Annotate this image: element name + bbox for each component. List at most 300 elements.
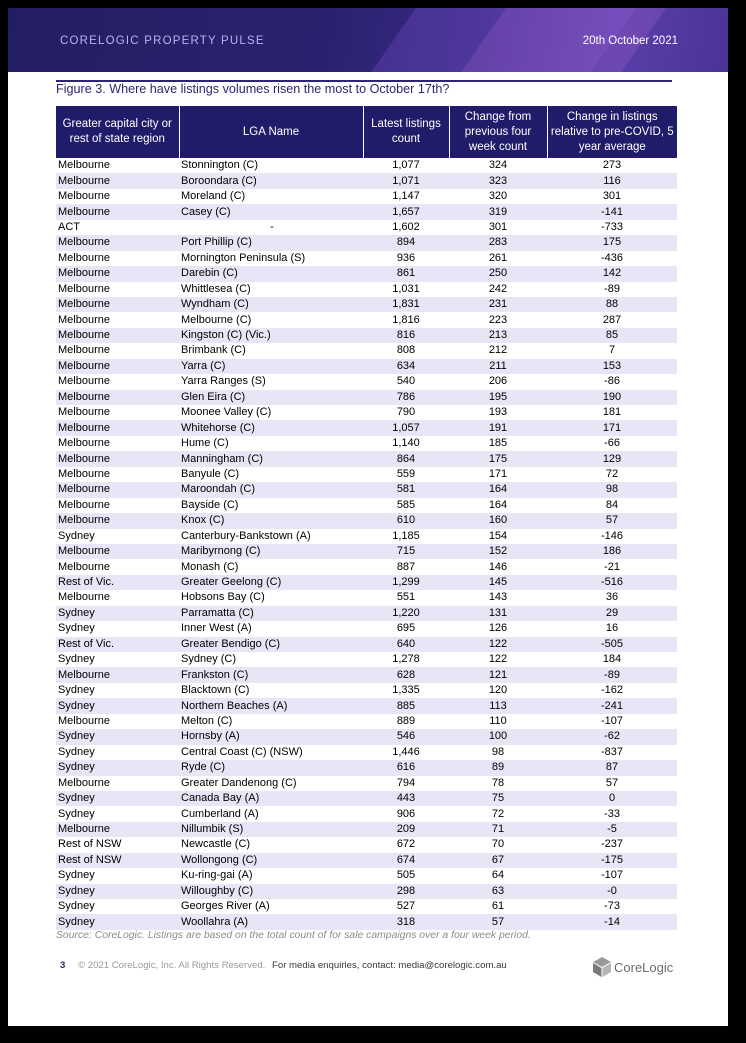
lga-cell: Manningham (C) [179,451,363,466]
table-row [56,914,677,929]
four-week-change-cell: 121 [449,667,547,682]
four-week-change-cell: 185 [488,437,508,450]
lga-cell: Port Phillip (C) [179,235,363,250]
four-week-change-cell: 78 [491,776,505,789]
lga-cell: Casey (C) [179,204,363,219]
region-cell: Sydney [58,900,95,913]
table-row [56,714,677,729]
lga-cell: Maroondah (C) [179,482,363,497]
table-row [56,328,677,343]
precovid-change-cell: 301 [602,190,622,203]
region-cell: Melbourne [56,328,179,343]
listings-count-cell: 906 [396,807,416,820]
listings-count-cell: 1,031 [392,282,420,295]
listings-count-cell: 1,220 [363,606,449,621]
precovid-change-cell: 190 [547,390,677,405]
listings-count-cell: 790 [396,406,416,419]
region-cell: Sydney [58,807,95,820]
region-cell: Melbourne [56,390,179,405]
region-cell: Sydney [56,791,179,806]
four-week-change-cell: 113 [449,698,547,713]
four-week-change-cell: 195 [449,390,547,405]
four-week-change-cell: 301 [488,220,508,233]
lga-cell: Yarra Ranges (S) [181,375,266,388]
four-week-change-cell: 70 [491,838,505,851]
table-row [56,776,677,791]
four-week-change-cell: 100 [449,729,547,744]
region-cell: Melbourne [58,591,110,604]
precovid-change-cell: 186 [547,544,677,559]
listings-count-cell: 505 [396,869,416,882]
logo-text: CoreLogic [614,959,674,975]
table-row [56,451,677,466]
listings-count-cell: 443 [363,791,449,806]
lga-cell: Parramatta (C) [179,606,363,621]
four-week-change-cell: 324 [488,159,508,172]
table-row [56,420,677,435]
region-cell: Sydney [58,529,95,542]
table-row [56,621,677,636]
lga-cell: Ryde (C) [179,760,363,775]
lga-cell: Moonee Valley (C) [181,406,272,419]
listings-count-cell: 546 [363,729,449,744]
four-week-change-cell: 160 [449,513,547,528]
table-row [56,359,677,374]
table-row [56,837,677,852]
listings-count-cell: 581 [363,482,449,497]
lga-cell: Frankston (C) [179,667,363,682]
lga-cell: Wollongong (C) [179,853,363,868]
precovid-change-cell: 287 [602,313,622,326]
lga-cell: Boroondara (C) [179,173,363,188]
table-row [56,374,677,389]
listings-count-cell: 1,657 [363,204,449,219]
four-week-change-cell: 120 [488,684,508,697]
lga-cell: Kingston (C) (Vic.) [179,328,363,343]
precovid-change-cell: -86 [604,375,620,388]
lga-cell: Maribyrnong (C) [179,544,363,559]
column-header-precovid-change: Change in listings relative to pre-COVID, 5 year average [547,106,677,158]
four-week-change-cell: 250 [449,266,547,281]
region-cell: Melbourne [56,420,179,435]
region-cell: Rest of NSW [56,853,179,868]
four-week-change-cell: 175 [449,451,547,466]
listings-count-cell: 1,147 [392,190,420,203]
listings-count-cell: 715 [363,544,449,559]
precovid-change-cell: 72 [605,467,619,480]
listings-count-cell: 527 [396,900,416,913]
region-cell: ACT [58,220,80,233]
four-week-change-cell: 261 [488,251,508,264]
region-cell: Rest of Vic. [56,637,179,652]
four-week-change-cell: 131 [449,606,547,621]
table-row [56,637,677,652]
four-week-change-cell: 242 [488,282,508,295]
lga-cell: Monash (C) [181,560,239,573]
table-row [56,189,677,204]
table-row [56,297,677,312]
lga-cell: Brimbank (C) [181,344,246,357]
precovid-change-cell: -0 [547,884,677,899]
listings-count-cell: 634 [363,359,449,374]
figure-title: Figure 3. Where have listings volumes risen the most to October 17th? [56,82,450,96]
four-week-change-cell: 146 [488,560,508,573]
lga-cell: Sydney (C) [181,653,237,666]
four-week-change-cell: 323 [449,173,547,188]
listings-count-cell: 864 [363,451,449,466]
precovid-change-cell: 153 [547,359,677,374]
region-cell: Sydney [56,914,179,929]
region-cell: Sydney [58,622,95,635]
region-cell: Melbourne [56,482,179,497]
precovid-change-cell: -107 [600,869,624,882]
media-contact[interactable]: For media enquiries, contact: media@corelogic.com.au [272,960,507,971]
four-week-change-cell: 283 [449,235,547,250]
table-row [56,544,677,559]
region-cell: Melbourne [56,266,179,281]
listings-count-cell: 1,071 [363,173,449,188]
listings-count-cell: 540 [396,375,416,388]
table-row [56,884,677,899]
precovid-change-cell: 184 [602,653,622,666]
listings-count-cell: 889 [396,714,416,727]
precovid-change-cell: 87 [547,760,677,775]
precovid-change-cell: -66 [604,437,620,450]
four-week-change-cell: 193 [488,406,508,419]
four-week-change-cell: 122 [449,637,547,652]
listings-count-cell: 640 [363,637,449,652]
region-cell: Melbourne [56,297,179,312]
listings-count-cell: 1,335 [392,684,420,697]
four-week-change-cell: 152 [449,544,547,559]
listings-table [56,106,677,930]
region-cell: Sydney [56,760,179,775]
region-cell: Melbourne [58,159,110,172]
table-row [56,745,677,760]
table-row [56,482,677,497]
four-week-change-cell: 191 [449,420,547,435]
table-row [56,822,677,837]
four-week-change-cell: 61 [491,900,505,913]
table-row [56,760,677,775]
table-row [56,868,677,883]
precovid-change-cell: -89 [547,667,677,682]
lga-cell: Whitehorse (C) [179,420,363,435]
table-row [56,698,677,713]
precovid-change-cell: -237 [600,838,624,851]
four-week-change-cell: 126 [488,622,508,635]
four-week-change-cell: 72 [491,807,505,820]
lga-cell: Hobsons Bay (C) [181,591,265,604]
precovid-change-cell: -733 [600,220,624,233]
region-cell: Sydney [58,869,95,882]
precovid-change-cell: -505 [547,637,677,652]
lga-cell: Moreland (C) [181,190,246,203]
listings-count-cell: 209 [363,822,449,837]
region-cell: Rest of NSW [58,838,122,851]
table-header-row [56,106,677,158]
lga-cell: Northern Beaches (A) [179,698,363,713]
lga-cell: Darebin (C) [179,266,363,281]
listings-count-cell: 672 [396,838,416,851]
precovid-change-cell: -5 [547,822,677,837]
lga-cell: Yarra (C) [179,359,363,374]
lga-cell: Greater Bendigo (C) [179,637,363,652]
lga-cell: Central Coast (C) (NSW) [181,745,303,758]
listings-count-cell: 1,185 [392,529,420,542]
region-cell: Melbourne [56,451,179,466]
lga-cell: Canada Bay (A) [179,791,363,806]
listings-count-cell: 1,140 [392,437,420,450]
region-cell: Melbourne [56,235,179,250]
four-week-change-cell: 145 [449,575,547,590]
region-cell: Melbourne [56,667,179,682]
listings-count-cell: 887 [396,560,416,573]
page-header [8,8,728,72]
table-row [56,806,677,821]
table-row [56,405,677,420]
listings-count-cell: 1,057 [363,420,449,435]
region-cell: Melbourne [58,313,110,326]
listings-count-cell: 1,602 [392,220,420,233]
region-cell: Melbourne [58,467,110,480]
lga-cell: Willoughby (C) [179,884,363,899]
table-row [56,606,677,621]
table-row [56,853,677,868]
region-cell: Melbourne [58,344,110,357]
listings-count-cell: 808 [396,344,416,357]
table-row [56,513,677,528]
precovid-change-cell: 181 [602,406,622,419]
listings-count-cell: 1,446 [392,745,420,758]
table-body [56,158,677,930]
listings-count-cell: 894 [363,235,449,250]
listings-count-cell: 695 [396,622,416,635]
listings-count-cell: 1,831 [363,297,449,312]
listings-count-cell: 674 [363,853,449,868]
region-cell: Melbourne [58,251,110,264]
precovid-change-cell: -73 [604,900,620,913]
precovid-change-cell: -62 [547,729,677,744]
listings-count-cell: 559 [396,467,416,480]
lga-cell: Glen Eira (C) [179,390,363,405]
four-week-change-cell: 164 [449,482,547,497]
precovid-change-cell: -107 [600,714,624,727]
precovid-change-cell: -141 [547,204,677,219]
lga-cell: Hume (C) [181,437,229,450]
table-row [56,652,677,667]
lga-cell: Cumberland (A) [181,807,259,820]
listings-count-cell: 1,077 [392,159,420,172]
precovid-change-cell: 98 [547,482,677,497]
source-note: Source: CoreLogic. Listings are based on the total count of for sale campaigns over a four week period. [56,930,531,941]
lga-cell: Wyndham (C) [179,297,363,312]
precovid-change-cell: -241 [547,698,677,713]
listings-count-cell: 551 [396,591,416,604]
table-row [56,667,677,682]
table-row [56,899,677,914]
region-cell: Melbourne [58,437,110,450]
listings-count-cell: 786 [363,390,449,405]
table-row [56,266,677,281]
table-row [56,436,677,451]
lga-cell: Greater Geelong (C) [179,575,363,590]
lga-cell: Greater Dandenong (C) [181,776,297,789]
region-cell: Melbourne [58,776,110,789]
four-week-change-cell: 231 [449,297,547,312]
listings-count-cell: 885 [363,698,449,713]
lga-cell: Banyule (C) [181,467,240,480]
table-row [56,590,677,605]
listings-count-cell: 616 [363,760,449,775]
precovid-change-cell: -21 [604,560,620,573]
listings-count-cell: 318 [363,914,449,929]
lga-cell: Mornington Peninsula (S) [181,251,306,264]
region-cell: Sydney [56,729,179,744]
precovid-change-cell: 273 [602,159,622,172]
listings-count-cell: 1,278 [392,653,420,666]
table-row [56,729,677,744]
precovid-change-cell: -14 [547,914,677,929]
four-week-change-cell: 143 [488,591,508,604]
precovid-change-cell: 116 [547,173,677,188]
table-row [56,204,677,219]
listings-count-cell: 816 [363,328,449,343]
table-row [56,529,677,544]
precovid-change-cell: 175 [547,235,677,250]
precovid-change-cell: 0 [547,791,677,806]
four-week-change-cell: 57 [449,914,547,929]
lga-cell: Georges River (A) [181,900,270,913]
region-cell: Sydney [58,745,95,758]
precovid-change-cell: 57 [547,513,677,528]
region-cell: Melbourne [58,190,110,203]
four-week-change-cell: 320 [488,190,508,203]
precovid-change-cell: 142 [547,266,677,281]
page-footer [60,960,507,971]
region-cell: Melbourne [56,359,179,374]
region-cell: Sydney [58,684,95,697]
listings-count-cell: 861 [363,266,449,281]
precovid-change-cell: -175 [547,853,677,868]
precovid-change-cell: 171 [547,420,677,435]
four-week-change-cell: 212 [488,344,508,357]
lga-cell: Melbourne (C) [181,313,252,326]
region-cell: Melbourne [58,560,110,573]
lga-cell: Blacktown (C) [181,684,250,697]
precovid-change-cell: -146 [600,529,624,542]
table-row [56,498,677,513]
region-cell: Rest of Vic. [56,575,179,590]
lga-cell: Hornsby (A) [179,729,363,744]
four-week-change-cell: 171 [488,467,508,480]
precovid-change-cell: 57 [605,776,619,789]
listings-count-cell: 610 [363,513,449,528]
four-week-change-cell: 122 [488,653,508,666]
column-header-listings-count: Latest listings count [363,106,449,158]
table-row [56,559,677,574]
header-brand: CORELOGIC PROPERTY PULSE [60,35,265,47]
precovid-change-cell: -162 [600,684,624,697]
table-row [56,158,677,173]
four-week-change-cell: 110 [489,714,507,727]
listings-count-cell: 1,816 [392,313,420,326]
listings-count-cell: 628 [363,667,449,682]
table-row [56,251,677,266]
table-row [56,282,677,297]
lga-cell: - [270,220,274,233]
region-cell: Sydney [56,884,179,899]
precovid-change-cell: 16 [605,622,619,635]
four-week-change-cell: 319 [449,204,547,219]
precovid-change-cell: -516 [547,575,677,590]
lga-cell: Melton (C) [181,714,233,727]
precovid-change-cell: 88 [547,297,677,312]
column-header-region: Greater capital city or rest of state region [56,106,179,158]
region-cell: Melbourne [58,498,110,511]
region-cell: Melbourne [58,282,110,295]
four-week-change-cell: 164 [488,498,508,511]
listings-count-cell: 1,299 [363,575,449,590]
listings-count-cell: 936 [396,251,416,264]
table-row [56,575,677,590]
precovid-change-cell: -837 [600,745,624,758]
four-week-change-cell: 213 [449,328,547,343]
four-week-change-cell: 89 [449,760,547,775]
lga-cell: Newcastle (C) [181,838,251,851]
column-header-lga: LGA Name [179,106,363,158]
four-week-change-cell: 98 [491,745,505,758]
four-week-change-cell: 154 [488,529,508,542]
table-row [56,312,677,327]
corelogic-logo [593,956,673,978]
four-week-change-cell: 75 [449,791,547,806]
listings-count-cell: 794 [396,776,416,789]
header-date: 20th October 2021 [582,35,678,47]
table-row [56,683,677,698]
region-cell: Sydney [58,653,95,666]
precovid-change-cell: 85 [547,328,677,343]
precovid-change-cell: 36 [605,591,619,604]
precovid-change-cell: 7 [608,344,616,357]
precovid-change-cell: 29 [547,606,677,621]
table-row [56,467,677,482]
page-number: 3 [60,960,66,971]
lga-cell: Whittlesea (C) [181,282,251,295]
table-row [56,235,677,250]
corelogic-logo-icon [593,957,611,977]
precovid-change-cell: 129 [547,451,677,466]
lga-cell: Ku-ring-gai (A) [181,869,253,882]
lga-cell: Knox (C) [179,513,363,528]
precovid-change-cell: -33 [604,807,620,820]
region-cell: Sydney [56,606,179,621]
four-week-change-cell: 71 [449,822,547,837]
region-cell: Melbourne [56,173,179,188]
region-cell: Melbourne [58,375,110,388]
column-header-four-week-change: Change from previous four week count [449,106,547,158]
four-week-change-cell: 223 [488,313,508,326]
region-cell: Melbourne [56,544,179,559]
four-week-change-cell: 67 [449,853,547,868]
four-week-change-cell: 63 [449,884,547,899]
table-row [56,173,677,188]
region-cell: Melbourne [58,714,110,727]
region-cell: Melbourne [56,204,179,219]
precovid-change-cell: -89 [604,282,620,295]
lga-cell: Inner West (A) [181,622,252,635]
four-week-change-cell: 211 [449,359,547,374]
